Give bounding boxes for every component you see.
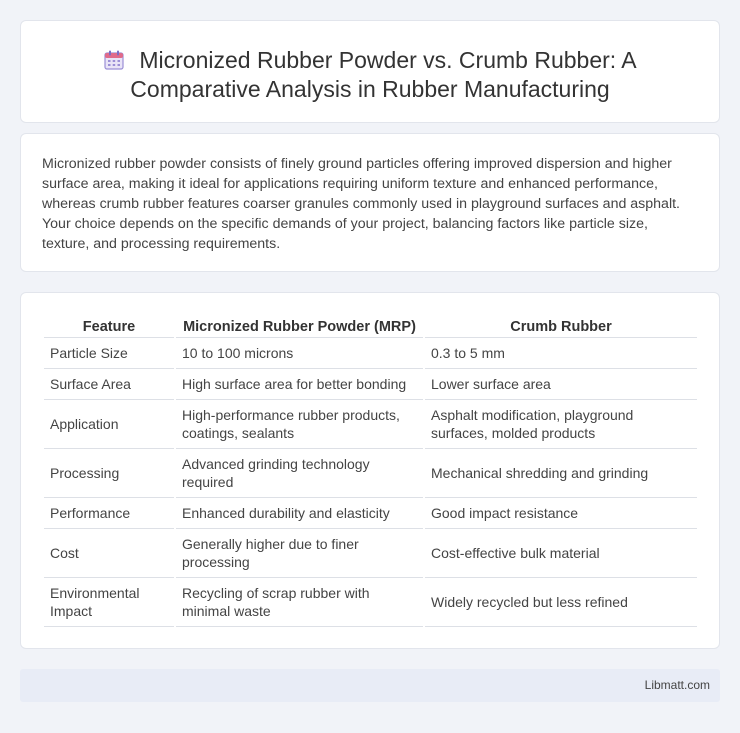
table-row <box>44 578 697 627</box>
calendar-icon <box>103 49 125 71</box>
feature-cell: Environmental Impact <box>44 578 174 627</box>
table-header-row <box>44 315 697 338</box>
description-card <box>20 133 720 272</box>
mrp-cell: 10 to 100 microns <box>176 338 423 369</box>
description-text: Micronized rubber powder consists of finely ground particles offering improved dispersion and higher surface area, making it ideal for applications requiring uniform texture and enhanced performance, whereas crumb rubber features coarser granules commonly used in playground surfaces and asphalt. Your choice depends on the specific demands of your project, balancing factors like particle size, texture, and processing requirements. <box>42 156 680 252</box>
mrp-cell: Generally higher due to finer processing <box>176 529 423 578</box>
comparison-table-card <box>20 292 720 649</box>
table-row <box>44 529 697 578</box>
mrp-cell: High-performance rubber products, coatings, sealants <box>176 400 423 449</box>
feature-cell: Performance <box>44 498 174 529</box>
crumb-cell: Lower surface area <box>425 369 697 400</box>
table-row <box>44 338 697 369</box>
footer <box>20 669 720 702</box>
comparison-table <box>42 315 699 627</box>
title-card <box>20 20 720 123</box>
page-title-text: Micronized Rubber Powder vs. Crumb Rubber: A Comparative Analysis in Rubber Manufacturing <box>130 47 637 102</box>
crumb-cell: Widely recycled but less refined <box>425 578 697 627</box>
crumb-cell: Asphalt modification, playground surfaces, molded products <box>425 400 697 449</box>
crumb-cell: Good impact resistance <box>425 498 697 529</box>
mrp-cell: High surface area for better bonding <box>176 369 423 400</box>
header-feature: Feature <box>44 315 174 338</box>
table-row <box>44 369 697 400</box>
feature-cell: Processing <box>44 449 174 498</box>
table-row <box>44 449 697 498</box>
table-row <box>44 400 697 449</box>
table-row <box>44 498 697 529</box>
header-mrp: Micronized Rubber Powder (MRP) <box>176 315 423 338</box>
page-title <box>21 46 719 104</box>
footer-site-link[interactable]: Libmatt.com <box>644 678 710 692</box>
feature-cell: Surface Area <box>44 369 174 400</box>
crumb-cell: Cost-effective bulk material <box>425 529 697 578</box>
header-crumb: Crumb Rubber <box>425 315 697 338</box>
feature-cell: Application <box>44 400 174 449</box>
crumb-cell: 0.3 to 5 mm <box>425 338 697 369</box>
mrp-cell: Advanced grinding technology required <box>176 449 423 498</box>
mrp-cell: Recycling of scrap rubber with minimal waste <box>176 578 423 627</box>
feature-cell: Particle Size <box>44 338 174 369</box>
crumb-cell: Mechanical shredding and grinding <box>425 449 697 498</box>
mrp-cell: Enhanced durability and elasticity <box>176 498 423 529</box>
feature-cell: Cost <box>44 529 174 578</box>
